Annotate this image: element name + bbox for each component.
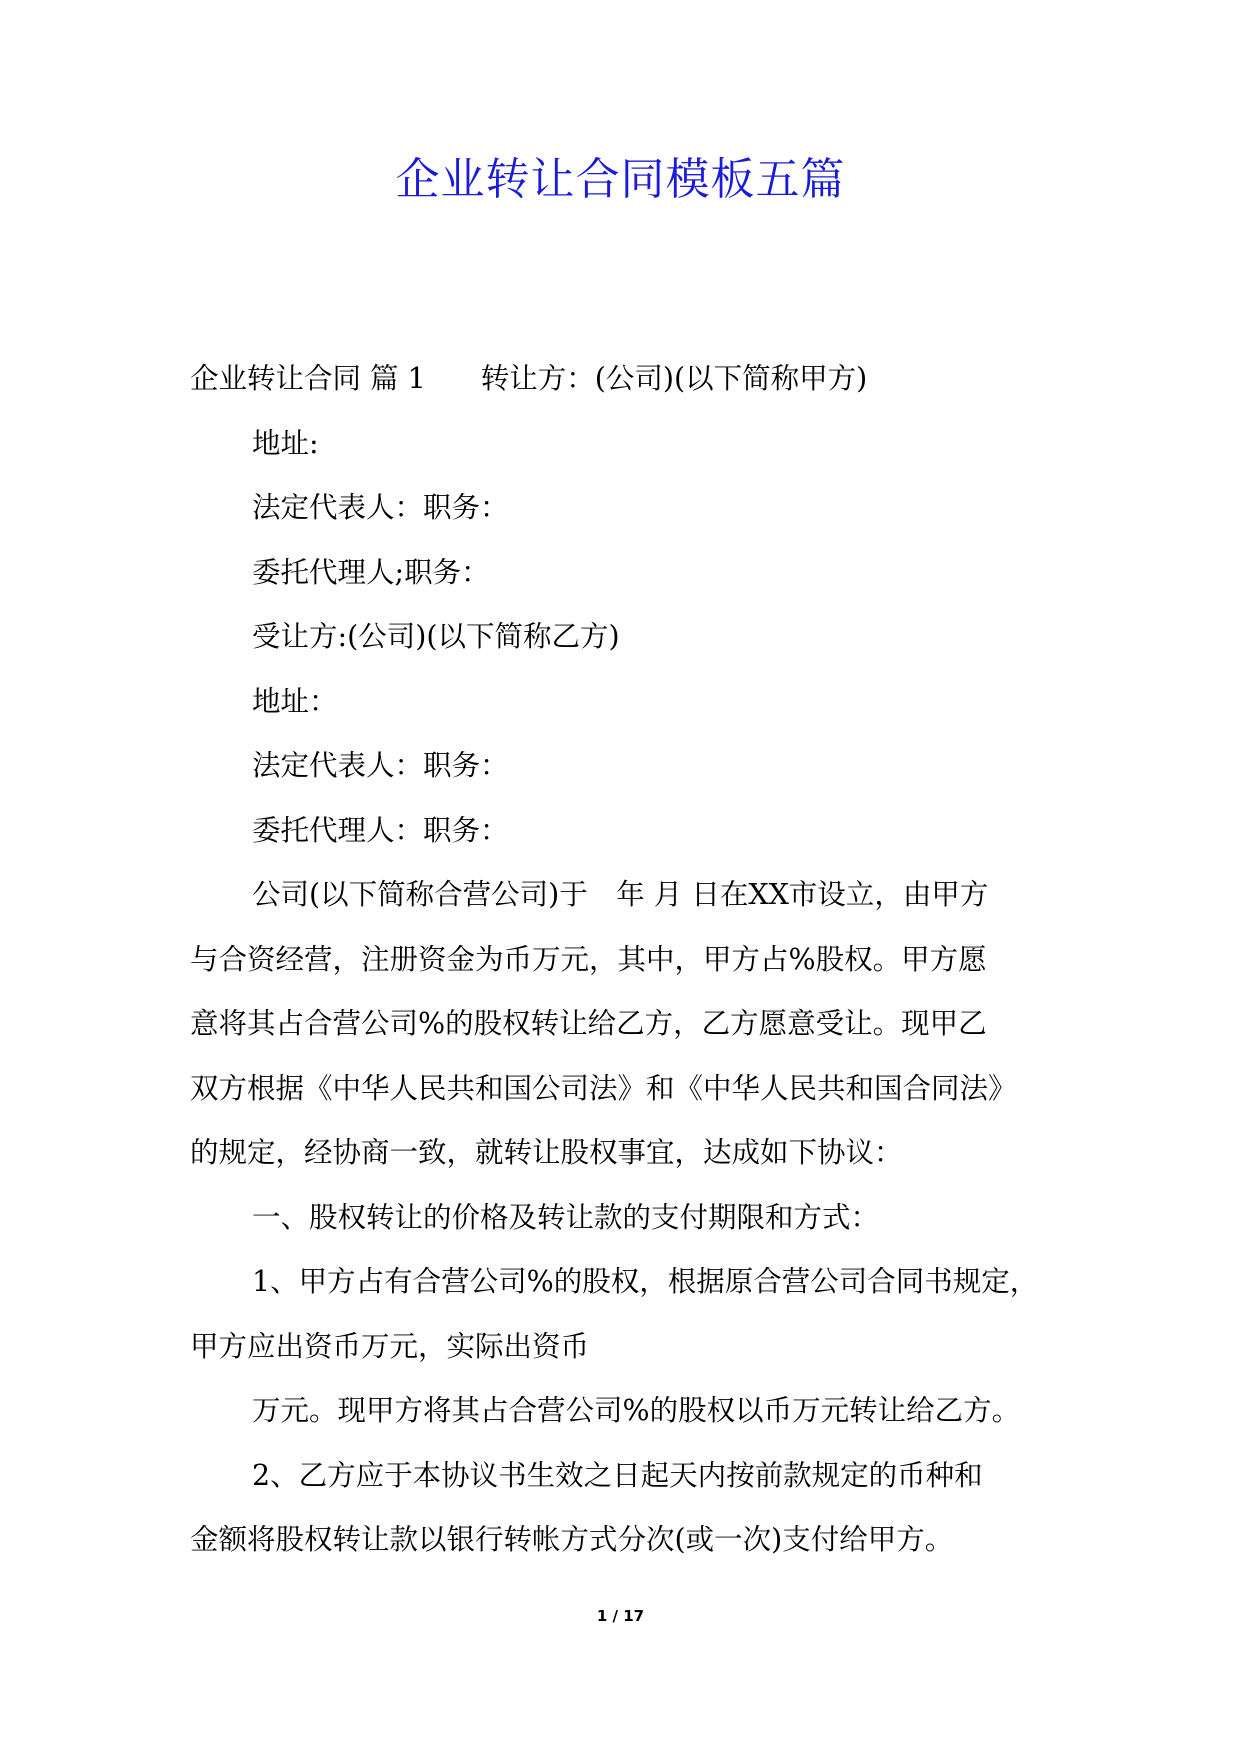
document-title: 企业转让合同模板五篇 [395,154,846,205]
section-label: 企业转让合同 篇 1 [190,362,426,395]
paragraph-line: 2、乙方应于本协议书生效之日起天内按前款规定的币种和 [252,1458,983,1492]
page-number: 1 / 17 [596,1607,645,1625]
paragraph-line: 双方根据《中华人民共和国公司法》和《中华人民共和国合同法》 [190,1071,1017,1105]
paragraph-line: 万元。现甲方将其占合营公司%的股权以币万元转让给乙方。 [252,1394,1021,1427]
document-body [190,347,1060,1573]
paragraph-line: 法定代表人：职务： [252,749,509,782]
paragraph-line: 意将其占合营公司%的股权转让给乙方，乙方愿意受让。现甲乙 [190,1007,987,1040]
paragraph-line: 1、甲方占有合营公司%的股权，根据原合营公司合同书规定， [252,1265,1039,1298]
paragraph-line: 地址: [252,426,319,460]
paragraph-line: 与合资经营，注册资金为币万元，其中，甲方占%股权。甲方愿 [190,942,987,976]
paragraph-line: 的规定，经协商一致，就转让股权事宜，达成如下协议： [190,1136,903,1169]
paragraph-line: 委托代理人;职务： [252,555,490,589]
paragraph-line: 地址： [252,684,338,718]
paragraph-line: 金额将股权转让款以银行转帐方式分次(或一次)支付给甲方。 [190,1523,954,1556]
contract-heading-line [190,347,1060,412]
paragraph-line: 甲方应出资币万元，实际出资币 [190,1329,590,1363]
transferor-label: 转让方：(公司)(以下简称甲方) [480,362,868,395]
paragraph-line: 一、股权转让的价格及转让款的支付期限和方式： [252,1200,880,1234]
paragraph-line: 受让方:(公司)(以下简称乙方) [252,620,620,653]
paragraph-line: 公司(以下简称合营公司)于 年 月 日在XX市设立，由甲方 [252,878,989,911]
paragraph-line: 法定代表人：职务： [252,491,509,524]
paragraph-line: 委托代理人：职务： [252,813,509,847]
